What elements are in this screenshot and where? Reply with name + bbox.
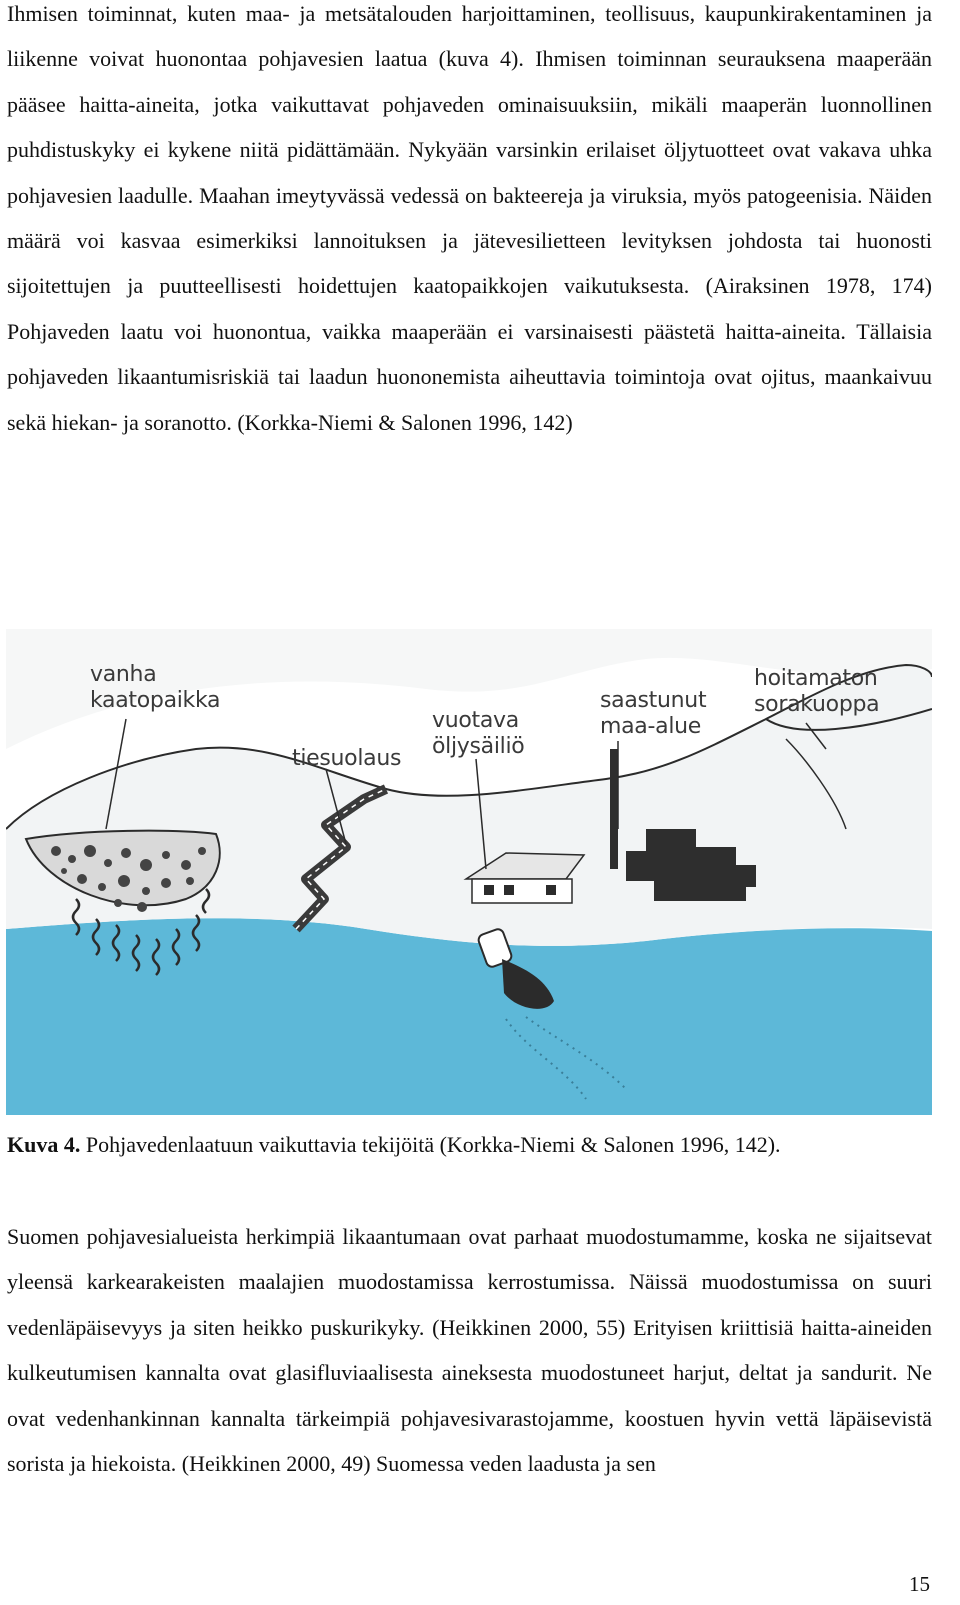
body-paragraph-1: Ihmisen toiminnat, kuten maa- ja metsätalouden harjoittaminen, teollisuus, kaupunkirakentaminen ja liikenne voivat huonontaa pohjavesien laatua (kuva 4). Ihmisen toiminnan seurauksena maaperään pääsee haitta-aineita, jotka vaikuttavat pohjaveden ominaisuuksiin, mikäli maaperän luonnollinen puhdistuskyky ei kykene niitä pidättämään. Nykyään varsinkin erilaiset öljytuotteet ovat vakava uhka pohjavesien laadulle. Maahan imeytyvässä vedessä on bakteereja ja viruksia, myös patogeenisia. Näiden määrä voi kasvaa esimerkiksi lannoituksen ja jätevesilietteen levityksen johdosta tai huonosti sijoitettujen ja puutteellisesti hoidettujen kaatopaikkojen vaikutuksesta. (Airaksinen 1978, 174) Pohjaveden laatu voi huonontua, vaikka maaperään ei varsinaisesti päästetä haitta-aineita. Tällaisia pohjaveden likaantumisriskiä tai laadun huononemista aiheuttavia toimintoja ovat ojitus, maankaivuu sekä hiekan- ja soranotto. (Korkka-Niemi & Salonen 1996, 142) [7, 1, 932, 435]
label-oil-tank-line2: öljysäiliö [432, 734, 525, 759]
label-contaminated-line2: maa-alue [600, 714, 702, 739]
groundwater-illustration [6, 629, 932, 1115]
figure-groundwater-threats [6, 629, 932, 1115]
label-landfill-line2: kaatopaikka [90, 688, 221, 713]
label-contaminated-line1: saastunut [600, 688, 707, 713]
groundwater-body [6, 918, 932, 1115]
figure-caption [7, 1129, 932, 1161]
body-paragraph-2: Suomen pohjavesialueista herkimpiä likaantumaan ovat parhaat muodostumamme, koska ne sijaitsevat yleensä karkearakeisten maalajien muodostamissa kerrostumissa. Näissä muodostumissa on suuri vedenläpäisevyys ja siten heikko puskurikyky. (Heikkinen 2000, 55) Erityisen kriittisiä haitta-aineiden kulkeutumisen kannalta ovat glasifluviaalisesta aineksesta muodostuneet harjut, deltat ja sandurit. Ne ovat vedenhankinnan kannalta tärkeimpiä pohjavesivarastojamme, koostuen hyvin vettä läpäisevistä sorista ja hiekoista. (Heikkinen 2000, 49) Suomessa veden laadusta ja sen [7, 1224, 932, 1477]
label-gravel-pit-line2: sorakuoppa [754, 692, 880, 717]
caption-label: Kuva 4. [7, 1132, 81, 1157]
page-number: 15 [909, 1572, 930, 1596]
label-landfill-line1: vanha [90, 662, 157, 687]
label-oil-tank-line1: vuotava [432, 708, 519, 733]
caption-text: Pohjavedenlaatuun vaikuttavia tekijöitä (Korkka-Niemi & Salonen 1996, 142). [85, 1132, 781, 1157]
label-road-salting: tiesuolaus [292, 746, 402, 771]
label-gravel-pit-line1: hoitamaton [754, 666, 878, 691]
